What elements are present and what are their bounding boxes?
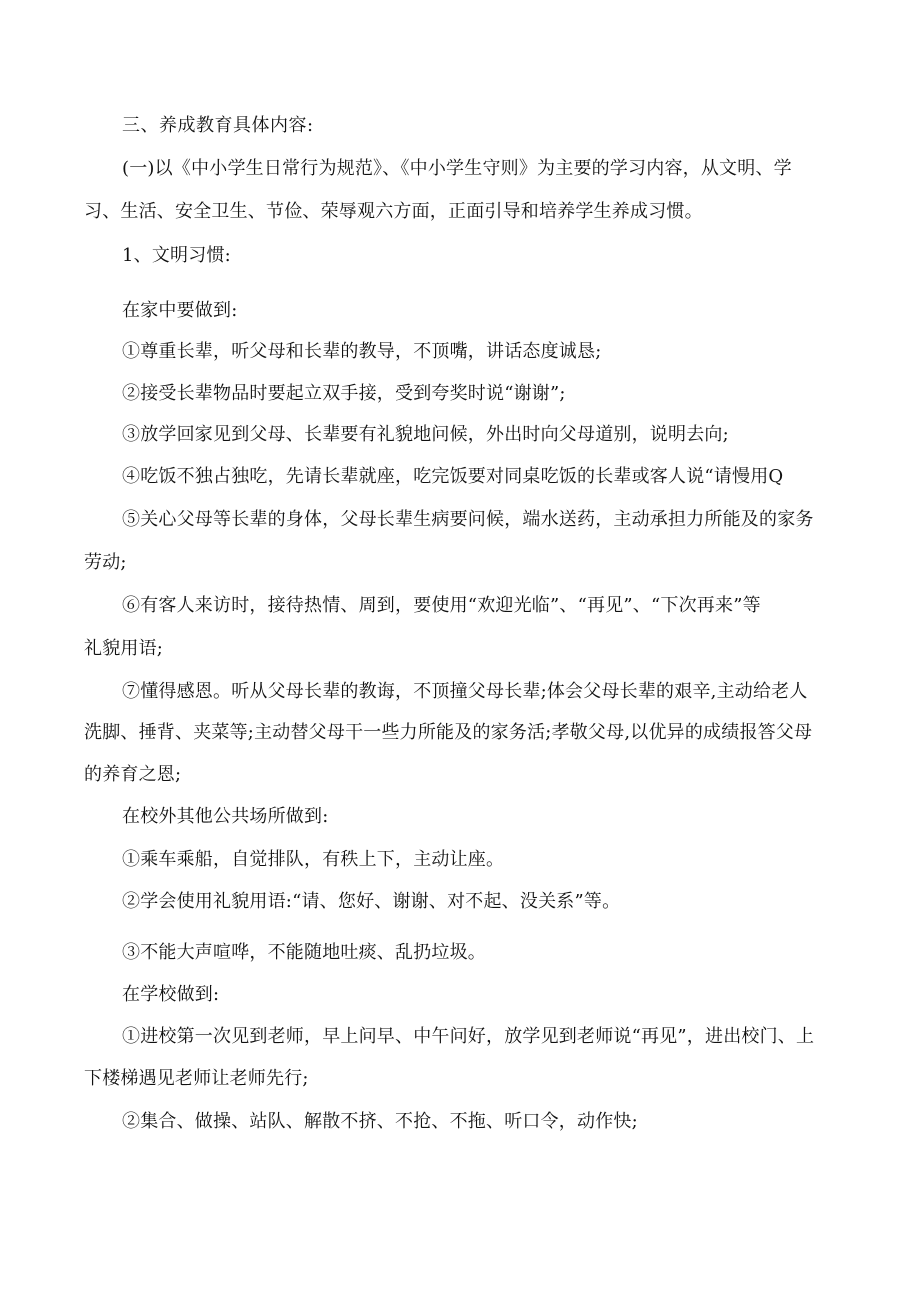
home-item-3: ③放学回家见到父母、长辈要有礼貌地问候，外出时向父母道别，说明去向; xyxy=(122,424,729,445)
school-item-2: ②集合、做操、站队、解散不挤、不抢、不拖、听口令，动作快; xyxy=(122,1111,638,1132)
home-item-2: ②接受长辈物品时要起立双手接，受到夸奖时说“谢谢”; xyxy=(122,383,566,404)
home-item-6-line-2: 礼貌用语; xyxy=(84,638,164,659)
home-item-7-line-3: 的养育之恩; xyxy=(84,764,182,785)
intro-line-1: (一)以《中小学生日常行为规范》、《中小学生守则》为主要的学习内容，从文明、学 xyxy=(122,158,792,179)
public-item-1: ①乘车乘船，自觉排队，有秩上下，主动让座。 xyxy=(122,849,505,870)
school-item-1-line-1: ①进校第一次见到老师，早上问早、中午问好，放学见到老师说“再见”，进出校门、上 xyxy=(122,1026,815,1047)
home-item-5-line-2: 劳动; xyxy=(84,552,127,573)
school-item-1-line-2: 下楼梯遇见老师让老师先行; xyxy=(84,1068,309,1089)
school-title: 在学校做到: xyxy=(122,984,220,1005)
public-item-3: ③不能大声喧哗，不能随地吐痰、乱扔垃圾。 xyxy=(122,942,486,963)
subheading-civility: 1、文明习惯: xyxy=(122,245,231,266)
intro-line-2: 习、生活、安全卫生、节俭、荣辱观六方面，正面引导和培养学生养成习惯。 xyxy=(84,201,703,222)
home-title: 在家中要做到: xyxy=(122,300,238,321)
home-item-7-line-1: ⑦懂得感恩。听从父母长辈的教诲，不顶撞父母长辈;体会父母长辈的艰辛,主动给老人 xyxy=(122,681,808,702)
section-title: 三、养成教育具体内容: xyxy=(122,115,314,136)
home-item-7-line-2: 洗脚、捶背、夹菜等;主动替父母干一些力所能及的家务活;孝敬父母,以优异的成绩报答父母 xyxy=(84,722,813,743)
public-title: 在校外其他公共场所做到: xyxy=(122,806,329,827)
home-item-4: ④吃饭不独占独吃，先请长辈就座，吃完饭要对同桌吃饭的长辈或客人说“请慢用Q xyxy=(122,466,784,487)
home-item-6-line-1: ⑥有客人来访时，接待热情、周到，要使用“欢迎光临”、“再见”、“下次再来”等 xyxy=(122,595,761,616)
home-item-1: ①尊重长辈，听父母和长辈的教导，不顶嘴，讲话态度诚恳; xyxy=(122,341,602,362)
public-item-2: ②学会使用礼貌用语:“请、您好、谢谢、对不起、没关系”等。 xyxy=(122,891,621,912)
home-item-5-line-1: ⑤关心父母等长辈的身体，父母长辈生病要问候，端水送药，主动承担力所能及的家务 xyxy=(122,509,814,530)
